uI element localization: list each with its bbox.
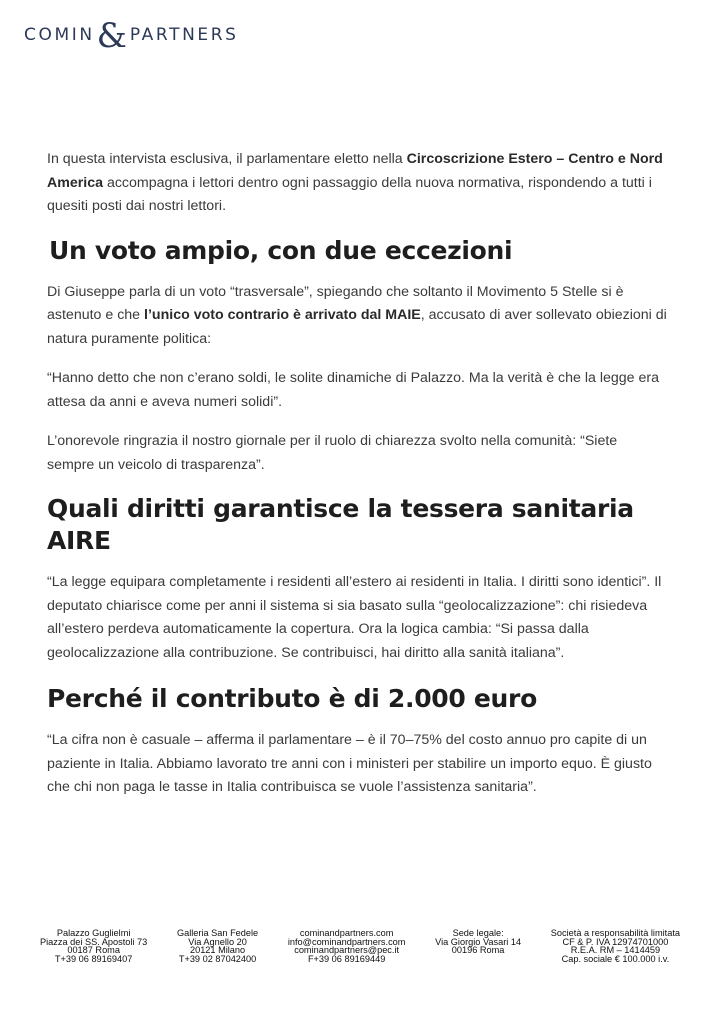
section3-heading: Perché il contributo è di 2.000 euro xyxy=(47,684,537,713)
footer-milan-line: Via Agnello 20 xyxy=(188,936,247,947)
footer-milan-line: Galleria San Fedele xyxy=(176,928,259,938)
logo-text-comin: COMIN xyxy=(24,25,95,45)
footer-fax: F+39 06 89169449 xyxy=(307,953,386,964)
section1-paragraph-3: L’onorevole ringrazia il nostro giornale per il ruolo di chiarezza svolto nella comunità: “Siete sempre un veicolo di trasparenza”. xyxy=(47,433,618,473)
s1p1-text-2: , accusato di aver sollevato obiezioni di natura puramente politica: xyxy=(47,307,667,347)
intro-text-1: In questa intervista esclusiva, il parlamentare eletto nella xyxy=(47,151,407,167)
footer-company-info xyxy=(551,929,680,963)
footer-rome-line: Palazzo Guglielmi xyxy=(56,928,131,938)
section1-paragraph-2: “Hanno detto che non c’erano soldi, le solite dinamiche di Palazzo. Ma la verità è che la legge era attesa da anni e aveva numeri solidi”. xyxy=(47,370,659,410)
footer-legal-seat xyxy=(435,929,521,963)
section3-paragraph-1: “La cifra non è casuale – afferma il parlamentare – è il 70–75% del costo annuo pro capite di un paziente in Italia. Abbiamo lavorato tre anni con i ministeri per stabilire un importo equo. È giusto che chi non paga le tasse in Italia contribuisca se vuole l’assistenza sanitaria”. xyxy=(47,732,652,795)
footer-milan-line: T+39 02 87042400 xyxy=(178,953,257,964)
s1p1-bold: l’unico voto contrario è arrivato dal MAIE xyxy=(144,307,421,323)
footer-rome-line: T+39 06 89169407 xyxy=(54,953,133,964)
section2-paragraph-1: “La legge equipara completamente i residenti all’estero ai residenti in Italia. I diritti sono identici”. Il deputato chiarisce come per anni il sistema si sia basato sulla “geolocalizzazione”: chi risiedeva all’estero perdeva automaticamente la copertura. Ora la logica cambia: “Si passa dalla geolocalizzazione alla contribuzione. Se contribuisci, hai diritto alla sanità italiana”. xyxy=(47,574,662,661)
footer-legal-line: Via Giorgio Vasari 14 xyxy=(435,936,522,947)
intro-paragraph xyxy=(47,148,667,219)
intro-text-2: accompagna i lettori dentro ogni passaggio della nuova normativa, rispondendo a tutti i quesiti posti dai nostri lettori. xyxy=(47,174,652,214)
section1-paragraph-1 xyxy=(47,281,667,352)
footer-rome-line: 00187 Roma xyxy=(67,945,120,956)
footer-company-line: R.E.A. RM – 1414459 xyxy=(570,945,661,956)
intro-bold-1: Circoscrizione Estero – Centro e Nord America xyxy=(47,151,663,191)
footer-rome-line: Piazza dei SS. Apostoli 73 xyxy=(40,936,148,947)
footer-milan-line: 20121 Milano xyxy=(189,945,246,956)
footer-email[interactable]: info@cominandpartners.com xyxy=(287,936,406,947)
article-body xyxy=(47,148,667,816)
footer-company-line: CF & P. IVA 12974701000 xyxy=(562,936,669,947)
footer-legal-line: 00196 Roma xyxy=(451,945,505,956)
logo-text-partners: PARTNERS xyxy=(129,25,239,45)
logo-ampersand: & xyxy=(96,16,127,56)
page-footer xyxy=(40,929,680,963)
footer-company-line: Cap. sociale € 100.000 i.v. xyxy=(561,953,670,964)
footer-rome-office xyxy=(40,929,147,963)
footer-company-line: Società a responsabilità limitata xyxy=(550,928,680,938)
footer-legal-line: Sede legale: xyxy=(452,928,504,938)
section1-heading: Un voto ampio, con due eccezioni xyxy=(49,235,513,265)
section2-heading: Quali diritti garantisce la tessera sanitaria AIRE xyxy=(47,494,634,555)
s1p1-text-1: Di Giuseppe parla di un voto “trasversale”, spiegando che soltanto il Movimento 5 Stelle si è astenuto e che xyxy=(47,283,624,323)
footer-contacts xyxy=(288,929,406,963)
company-logo xyxy=(24,16,239,56)
footer-milan-office xyxy=(177,929,258,963)
footer-pec[interactable]: cominandpartners@pec.it xyxy=(294,945,400,956)
footer-website[interactable]: cominandpartners.com xyxy=(299,928,394,938)
